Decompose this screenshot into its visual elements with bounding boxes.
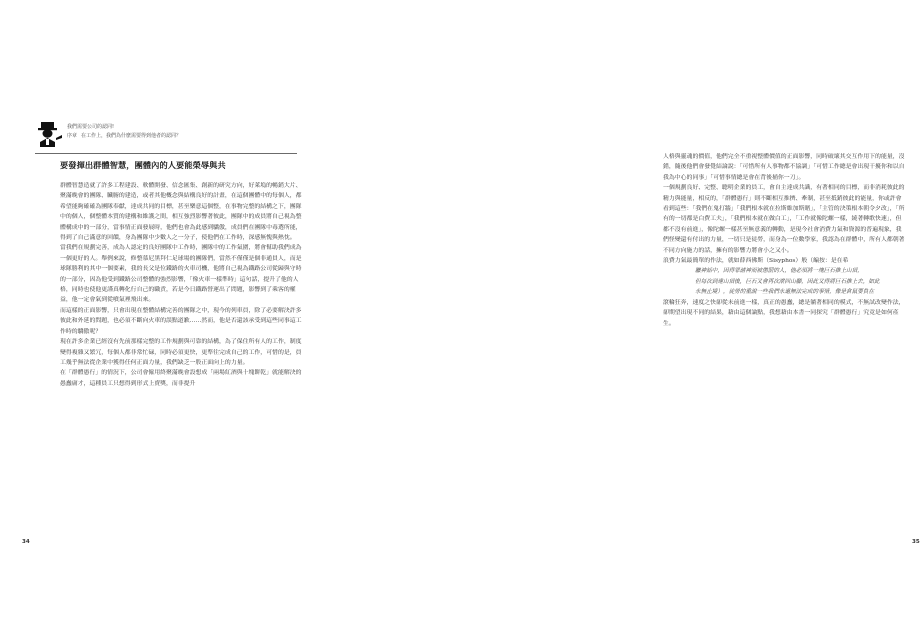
page-number: 35 <box>912 539 920 545</box>
right-page <box>320 0 920 640</box>
running-header <box>35 120 295 152</box>
paragraph: 人格與靈魂的價值，他們完全不重視整體價值的正面影響，同時破壞其交互作用下的能量，沒錯，隨後他們會發覺結論說：「可惜所有人事物都不協調」「可惜工作總是會出現干擾你和以自我為中心的同事」「可惜事情總是會在背後捅你一刀」。 <box>663 154 905 181</box>
paragraph: 群體智慧造就了許多工程建設、軟體開發、信念匯集、創新的研究方向，好萊塢的暢銷大片、聚滿晚會的團隊、臟腑的建造，或者其他概念與結構良好的計畫，在這個團體中的每個人，都希望能夠確確為團隊奉獻，達成共同的目標，甚至樂意這個整，在事物完整的結構之下，團隊中的個人，個整體本質的建構和維護之間，相互強烈影響著彼此，團隊中的成員將自己視為整體構成中的一部分，當事情正面發展時，他們也會為此感到驕傲，成員們在團隊中毒選所能，得到了自己滿意的回饋，身為團隊中少數人之一分子，使他們在工作時，深感無愧與熱忱。 <box>60 183 302 242</box>
chapter-title: 在工作上，我們為什麼需要得到他者的認同？ <box>81 133 182 139</box>
paragraph: 浪費力氣最簡單的作法，就如薛西佛斯（Sisyphos）般（編按：是在希 <box>663 258 849 265</box>
chapter-line <box>67 132 181 139</box>
editor-note-line: 永無止境），徒勞的重說一些我們永遠無法完成的事情，像是倉鼠要負在 <box>695 289 875 296</box>
editor-note-line: 但每次到達山頂後，巨石又會再次滾回山腳，因此又得將巨石推上去，如此 <box>695 278 880 285</box>
man-silhouette-logo <box>35 120 63 150</box>
chapter-label: 序章 <box>67 133 78 139</box>
editor-note-line: 臘神話中，因得罪諸神而被懲罰的人，他必須將一塊巨石推上山頂， <box>695 268 863 275</box>
paragraph: 當我們在規劃完善，成為人認定的良好團隊中工作時，團隊中的工作氣圍，將會幫助我們成為一個更好的人。舉例來說，修整慕尼黑拜仁足球場的團隊們，當然不僅僅是個非通員人，而是球隊勝利的其中一個要素，我的長父是位鐵路的火車司機，他將自己視為鐵路公司從歸與守時的一部分，因為他受到鐵路公司整體的強烈影響，「像火車一樣準時」這句話，提升了他的人格，同時也使他更謹真轉化行自己的職責，若是今日鐵路營運出了問題，影響到了乘客的權益，他一定會氣到從噴氣裡飛出來。 <box>60 245 302 304</box>
left-body-text <box>60 181 302 389</box>
left-page <box>0 0 320 640</box>
right-body-text <box>663 152 905 329</box>
book-title: 我們需要公司的認同! <box>67 124 115 130</box>
paragraph: 而這樣的正面影響，只會出現在整體結構完善的團隊之中，現今的列車員，除了必要解決許多彼此和外延的問題，也必須不斷向火車的誤點道歉……然而，他是否還該承受到這些同事這工作時的驕傲呢？ <box>60 307 302 335</box>
paragraph: 現在許多企業已經沒有先前那樣完整的工作規劃與可靠的結構，為了保住所有人的工作，制度變得複雜又繁冗，每個人都非常忙碌，同時必須更快，更準往完成自己的工作，可惜的是，員工幾乎無法從企業中獲得任何正面力量，我們缺乏一股正面向上的力量。 <box>60 339 302 366</box>
header-rule <box>35 153 297 154</box>
page-number: 34 <box>22 539 30 545</box>
paragraph: 在「群體愚行」的情況下，公司會僱用終聚滿晚會設想成「兩場紅酒與十塊餅乾」就能解決的愚蠢庸才，這種員工只想得到形式上賣獎，而非提升 <box>60 370 302 387</box>
paragraph: 滾輪狂奔，速度之快卻從未前進一樣，真正的愚蠢，總是躺著相同的模式，不無試改變作法，卻期望出現不同的結果，藉由這個論點，我想藉由本書一同探究「群體愚行」究竟是如何產生。 <box>663 299 905 327</box>
section-heading: 要發揮出群體智慧，團體內的人要能榮辱與共 <box>60 160 226 170</box>
paragraph: 一個規劃良好、完整、聰明企業的員工，會自主達成共識，有著相同的目標，而非消耗彼此的精力與能量，相反的，「群體愚行」則不斷相互推擠、牽制，甚至抵銷彼此的能量，你或許會看到這些：「我們在鬼打牆」「我們根本就在拉斯維加斯賭」，「主管的決策根本朝令夕改」，「所有的一切都是白費工夫」，「我們根本就在做白工」，「工作就像陀螺一樣，繞著轉歌快速」，但都不沒有前進」，像陀螺一樣甚至無意義的轉動，是現今社會消費力氣和資源的普遍現象，我們怪變還有付出的力量，一切只是徒勞，而身為一位數學家，我認為在群體中，所有人都朝著不同方向施力的話，擁有的影響力將會小之又小。 <box>663 185 905 254</box>
